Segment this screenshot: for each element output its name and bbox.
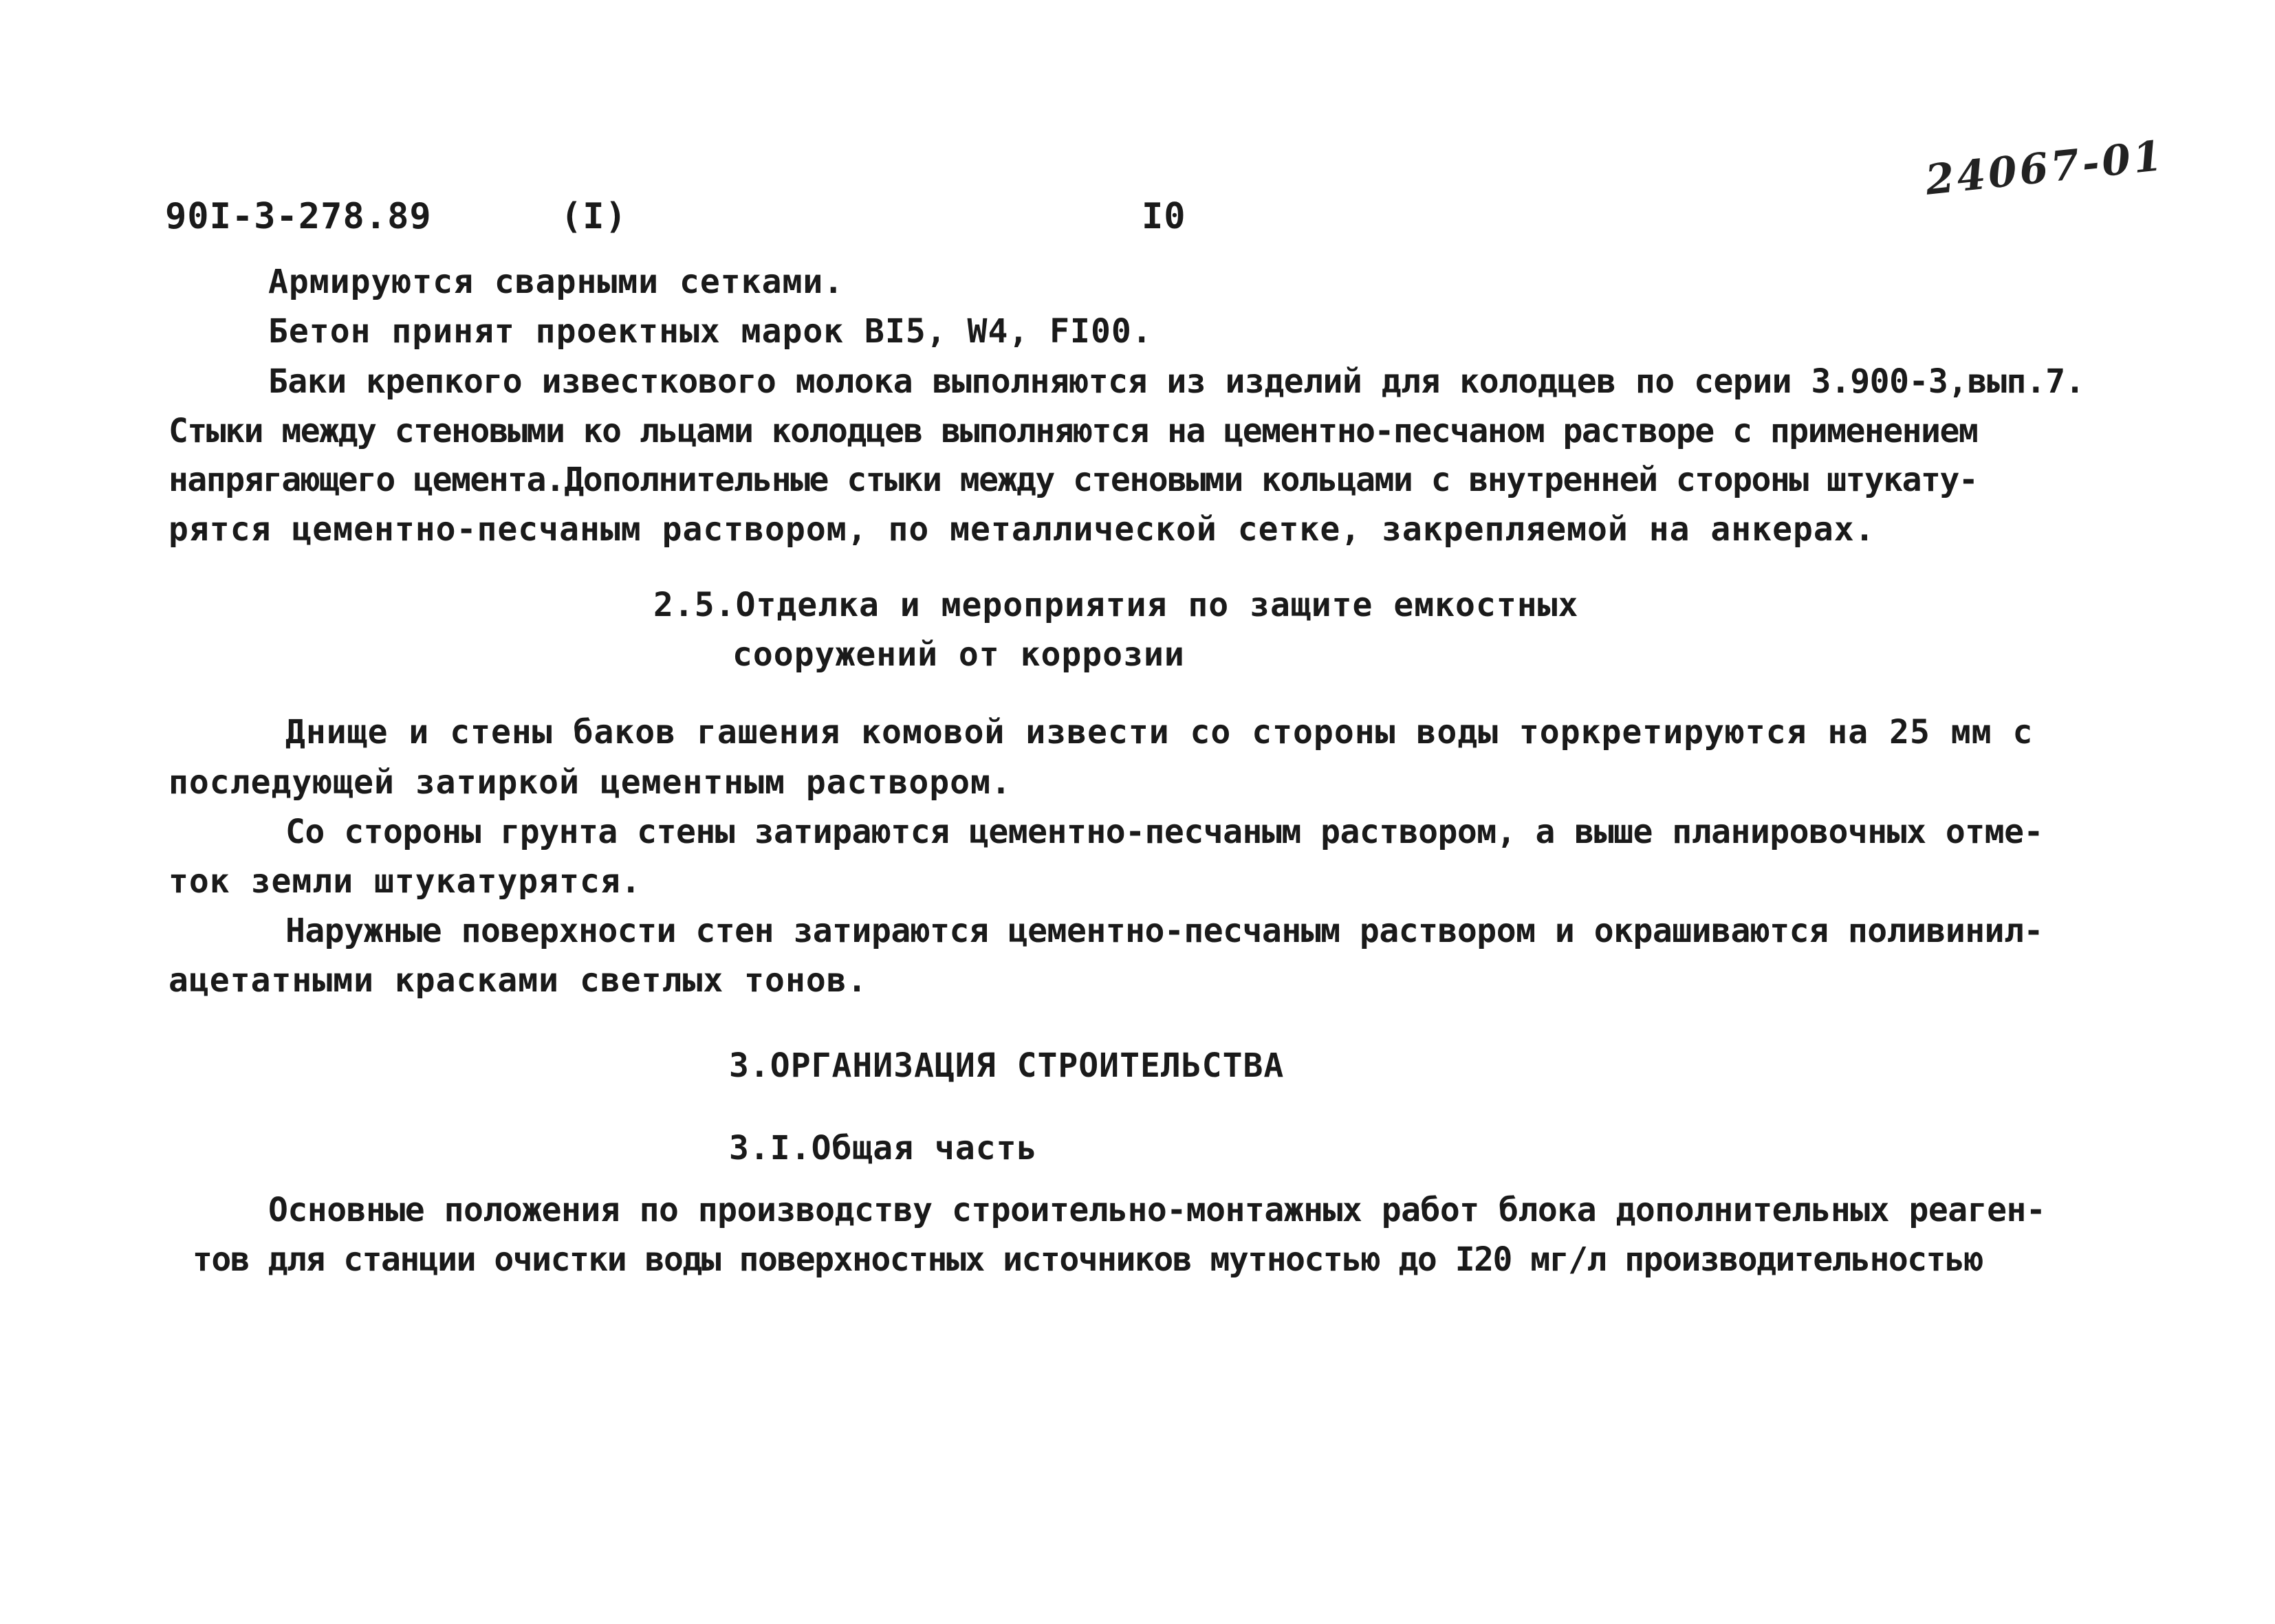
handwritten-number: 24067-01 bbox=[1923, 131, 2167, 205]
body-line: ток земли штукатурятся. bbox=[168, 862, 642, 901]
section-heading: сооружений от коррозии bbox=[732, 635, 1185, 674]
body-line: тов для станции очистки воды поверхностных источников мутностью до I20 мг/л производительностью bbox=[193, 1240, 1983, 1279]
subsection-heading: 3.I.Общая часть bbox=[729, 1129, 1038, 1167]
body-line: Основные положения по производству строительно-монтажных работ блока дополнительных реаген- bbox=[268, 1191, 2046, 1229]
body-line: рятся цементно-песчаным раствором, по металлической сетке, закрепляемой на анкерах. bbox=[168, 510, 1875, 549]
body-line: Днище и стены баков гашения комовой извести со стороны воды торкретируются на 25 мм с bbox=[285, 713, 2034, 751]
page-number: I0 bbox=[1142, 196, 1186, 237]
body-line: Со стороны грунта стены затираются цементно-песчаным раствором, а выше планировочных отме- bbox=[285, 813, 2043, 851]
body-line: Армируются сварными сетками. bbox=[268, 263, 845, 301]
body-line: последующей затиркой цементным раствором. bbox=[168, 763, 1012, 802]
body-line: Бетон принят проектных марок BI5, W4, FI00. bbox=[268, 312, 1153, 351]
chapter-heading: 3.ОРГАНИЗАЦИЯ СТРОИТЕЛЬСТВА bbox=[729, 1046, 1285, 1085]
section-heading: 2.5.Отделка и мероприятия по защите емкостных bbox=[653, 586, 1579, 624]
body-line: напрягающего цемента.Дополнительные стыки между стеновыми кольцами с внутренней стороны штукату- bbox=[168, 461, 1978, 499]
body-line: ацетатными красками светлых тонов. bbox=[168, 961, 868, 1000]
body-line: Баки крепкого известкового молока выполняются из изделий для колодцев по серии 3.900-3,вып.7. bbox=[268, 362, 2085, 401]
document-part: (I) bbox=[560, 196, 627, 237]
body-line: Стыки между стеновыми ко льцами колодцев выполняются на цементно-песчаном растворе с применением bbox=[168, 412, 1978, 450]
body-line: Наружные поверхности стен затираются цементно-песчаным раствором и окрашиваются поливинил- bbox=[285, 912, 2043, 950]
document-code: 90I-3-278.89 bbox=[165, 196, 432, 237]
